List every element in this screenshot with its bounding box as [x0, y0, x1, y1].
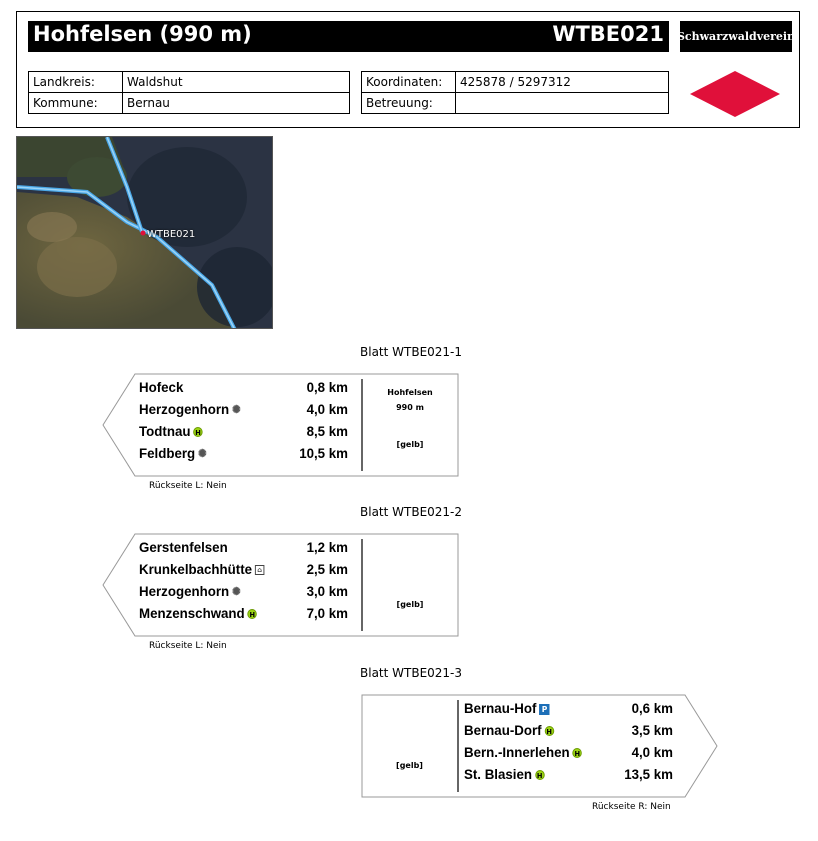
distance: 10,5 km: [299, 445, 348, 461]
distance: 3,0 km: [306, 583, 348, 599]
distance: 0,8 km: [306, 379, 348, 395]
map-marker-label: WTBE021: [147, 229, 196, 240]
summit-icon: ✺: [231, 586, 241, 599]
sign-row: [139, 398, 348, 420]
sign-row: [139, 420, 348, 442]
info-table-left: [28, 71, 350, 114]
info-row: [362, 72, 669, 93]
sign-row: [139, 602, 348, 624]
info-value: Bernau: [123, 93, 350, 114]
location-elevation: 990 m: [396, 403, 424, 412]
info-value: Waldshut: [123, 72, 350, 93]
signpost-code: WTBE021: [552, 22, 664, 46]
destination-name: Herzogenhorn: [139, 583, 230, 599]
page-title: Hohfelsen (990 m): [33, 22, 252, 46]
info-value: [456, 93, 669, 114]
signpost-sign-3: [361, 694, 719, 798]
distance: 4,0 km: [631, 744, 673, 760]
sign-row: [464, 719, 673, 741]
aerial-map-image: [17, 137, 273, 329]
info-label: Landkreis:: [29, 72, 123, 93]
distance: 8,5 km: [306, 423, 348, 439]
distance: 4,0 km: [306, 401, 348, 417]
sign-1-backside: Rückseite L: Nein: [149, 481, 227, 491]
sign-color: [gelb]: [396, 761, 423, 770]
sign-2-title: Blatt WTBE021-2: [360, 505, 463, 519]
distance: 3,5 km: [631, 722, 673, 738]
bus-stop-icon: H: [249, 611, 256, 620]
destination-name: Bernau-Hof: [464, 700, 537, 716]
sign-row: [464, 763, 673, 785]
sign-2-backside: Rückseite L: Nein: [149, 641, 227, 651]
distance: 7,0 km: [306, 605, 348, 621]
signpost-sign-1: [102, 373, 460, 477]
destination-name: Bern.-Innerlehen: [464, 744, 570, 760]
destination-name: Todtnau: [139, 423, 191, 439]
info-table-right: [361, 71, 669, 114]
sign-row: [139, 442, 348, 464]
sign-color: [gelb]: [396, 600, 424, 609]
distance: 2,5 km: [306, 561, 348, 577]
destination-name: Gerstenfelsen: [139, 539, 228, 555]
sign-row: [464, 697, 673, 719]
destination-name: Menzenschwand: [139, 605, 245, 621]
bus-stop-icon: H: [546, 728, 552, 737]
destination-name: Hofeck: [139, 379, 184, 395]
sign-row: [139, 580, 348, 602]
info-row: [29, 93, 350, 114]
bus-stop-icon: H: [536, 772, 543, 781]
info-label: Kommune:: [29, 93, 123, 114]
parking-icon: P: [539, 704, 549, 715]
destination-name: Herzogenhorn: [139, 401, 230, 417]
info-label: Koordinaten:: [362, 72, 456, 93]
info-row: [362, 93, 669, 114]
bus-stop-icon: H: [195, 429, 201, 438]
sign-3-title: Blatt WTBE021-3: [360, 666, 463, 680]
sign-row: [139, 536, 348, 558]
summit-icon: ✺: [231, 404, 241, 417]
distance: 13,5 km: [624, 766, 673, 782]
brand-logo: Schwarzwaldverein: [680, 21, 792, 52]
summit-icon: ✺: [198, 448, 207, 461]
sign-color: [gelb]: [396, 440, 424, 449]
aerial-map: [16, 136, 273, 329]
destination-name: Bernau-Dorf: [464, 722, 542, 738]
distance: 0,6 km: [631, 700, 673, 716]
sign-1-title: Blatt WTBE021-1: [360, 345, 463, 359]
hut-icon: ⌂: [255, 565, 265, 575]
info-row: [29, 72, 350, 93]
sign-3-backside: Rückseite R: Nein: [592, 802, 671, 812]
destination-name: Krunkelbachhütte: [139, 561, 253, 577]
sign-row: [464, 741, 673, 763]
title-bar: [28, 21, 669, 52]
bus-stop-icon: H: [574, 750, 581, 759]
info-label: Betreuung:: [362, 93, 456, 114]
destination-name: St. Blasien: [464, 766, 533, 782]
info-value: 425878 / 5297312: [456, 72, 669, 93]
sign-row: [139, 558, 348, 580]
club-diamond-logo: [690, 71, 780, 117]
location-name: Hohfelsen: [387, 388, 433, 397]
sign-row: [139, 376, 348, 398]
destination-name: Feldberg: [139, 445, 196, 461]
signpost-sign-2: [102, 533, 460, 637]
distance: 1,2 km: [306, 539, 348, 555]
